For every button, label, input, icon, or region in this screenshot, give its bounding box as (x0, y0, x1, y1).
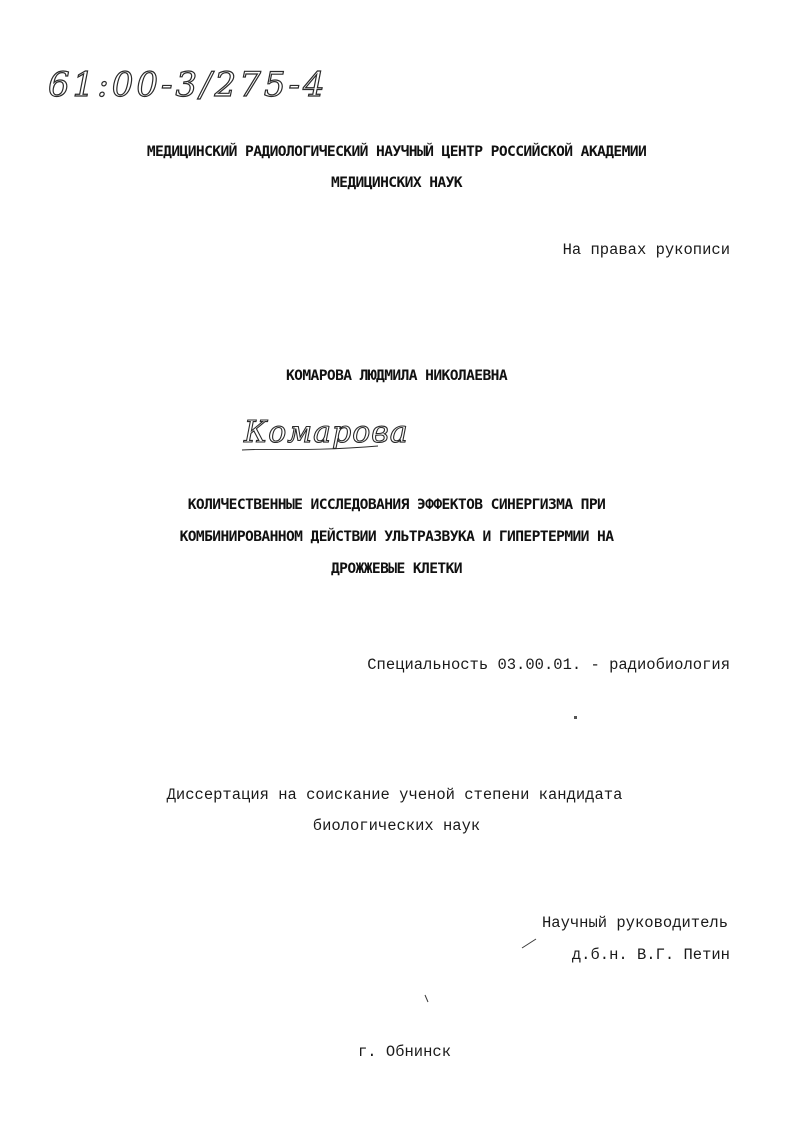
dissertation-line-1: Диссертация на соискание ученой степени кандидата (166, 786, 623, 804)
title-line-1: КОЛИЧЕСТВЕННЫЕ ИССЛЕДОВАНИЯ ЭФФЕКТОВ СИНЕРГИЗМА ПРИ (187, 496, 606, 513)
title-line-2: КОМБИНИРОВАННОМ ДЕЙСТВИИ УЛЬТРАЗВУКА И ГИПЕРТЕРМИИ НА (179, 528, 614, 545)
city: г. Обнинск (357, 1043, 451, 1061)
scan-mark (423, 994, 431, 1004)
scan-speck (574, 716, 577, 719)
author-signature-text: Комарова (244, 415, 409, 450)
institution-line-1: МЕДИЦИНСКИЙ РАДИОЛОГИЧЕСКИЙ НАУЧНЫЙ ЦЕНТР РОССИЙСКОЙ АКАДЕМИИ (146, 143, 647, 160)
supervisor-name: д.б.н. В.Г. Петин (571, 946, 730, 964)
pen-tick-mark (520, 936, 540, 950)
archive-mark-handwritten (44, 62, 334, 108)
author-name: КОМАРОВА ЛЮДМИЛА НИКОЛАЕВНА (285, 367, 508, 384)
supervisor-label: Научный руководитель (541, 914, 728, 932)
manuscript-note: На правах рукописи (562, 241, 730, 259)
author-signature (238, 410, 408, 458)
archive-mark-text: 61:00-3/275-4 (48, 65, 328, 105)
institution-line-2: МЕДИЦИНСКИХ НАУК (331, 174, 462, 191)
specialty: Специальность 03.00.01. - радиобиология (367, 656, 730, 674)
dissertation-line-2: биологических наук (312, 817, 481, 835)
title-line-3: ДРОЖЖЕВЫЕ КЛЕТКИ (331, 560, 462, 577)
